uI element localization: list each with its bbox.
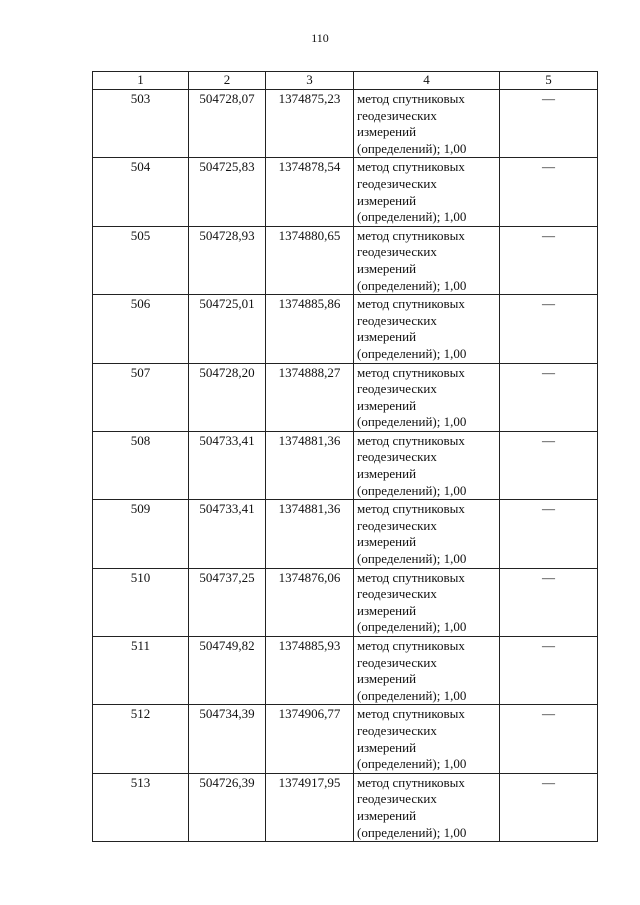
coord-y: 1374881,36 — [266, 431, 354, 499]
point-number: 506 — [93, 295, 189, 363]
coord-x: 504737,25 — [189, 568, 266, 636]
point-number: 507 — [93, 363, 189, 431]
method-description: метод спутниковых геодезических измерений (определений); 1,00 — [354, 500, 500, 568]
col5-value: — — [500, 773, 598, 841]
table-row — [93, 705, 598, 773]
coord-x: 504728,07 — [189, 90, 266, 158]
method-description: метод спутниковых геодезических измерений (определений); 1,00 — [354, 158, 500, 226]
point-number: 508 — [93, 431, 189, 499]
coord-x: 504728,93 — [189, 226, 266, 294]
col5-value: — — [500, 705, 598, 773]
point-number: 509 — [93, 500, 189, 568]
coord-y: 1374885,86 — [266, 295, 354, 363]
method-description: метод спутниковых геодезических измерений (определений); 1,00 — [354, 568, 500, 636]
point-number: 513 — [93, 773, 189, 841]
table-row — [93, 500, 598, 568]
table-row — [93, 637, 598, 705]
coord-y: 1374888,27 — [266, 363, 354, 431]
method-description: метод спутниковых геодезических измерений (определений); 1,00 — [354, 705, 500, 773]
coord-y: 1374885,93 — [266, 637, 354, 705]
coord-y: 1374876,06 — [266, 568, 354, 636]
col5-value: — — [500, 568, 598, 636]
col5-value: — — [500, 637, 598, 705]
coord-x: 504749,82 — [189, 637, 266, 705]
coord-x: 504728,20 — [189, 363, 266, 431]
coordinates-table — [92, 71, 598, 842]
point-number: 505 — [93, 226, 189, 294]
coord-x: 504733,41 — [189, 500, 266, 568]
coord-y: 1374881,36 — [266, 500, 354, 568]
table-row — [93, 295, 598, 363]
table-row — [93, 431, 598, 499]
point-number: 511 — [93, 637, 189, 705]
table-row — [93, 363, 598, 431]
table-row — [93, 90, 598, 158]
point-number: 512 — [93, 705, 189, 773]
method-description: метод спутниковых геодезических измерений (определений); 1,00 — [354, 226, 500, 294]
table-row — [93, 158, 598, 226]
page-number: 110 — [311, 31, 329, 45]
col5-value: — — [500, 158, 598, 226]
table-body — [93, 90, 598, 842]
coord-x: 504725,01 — [189, 295, 266, 363]
header-col-3: 3 — [266, 72, 354, 90]
col5-value: — — [500, 90, 598, 158]
coord-x: 504725,83 — [189, 158, 266, 226]
method-description: метод спутниковых геодезических измерений (определений); 1,00 — [354, 90, 500, 158]
header-col-4: 4 — [354, 72, 500, 90]
table-header-row — [93, 72, 598, 90]
method-description: метод спутниковых геодезических измерений (определений); 1,00 — [354, 295, 500, 363]
col5-value: — — [500, 226, 598, 294]
table-row — [93, 568, 598, 636]
coord-y: 1374906,77 — [266, 705, 354, 773]
coord-x: 504733,41 — [189, 431, 266, 499]
header-col-2: 2 — [189, 72, 266, 90]
method-description: метод спутниковых геодезических измерений (определений); 1,00 — [354, 431, 500, 499]
coord-x: 504726,39 — [189, 773, 266, 841]
coord-y: 1374878,54 — [266, 158, 354, 226]
col5-value: — — [500, 431, 598, 499]
point-number: 504 — [93, 158, 189, 226]
col5-value: — — [500, 295, 598, 363]
table-row — [93, 226, 598, 294]
method-description: метод спутниковых геодезических измерений (определений); 1,00 — [354, 773, 500, 841]
col5-value: — — [500, 500, 598, 568]
header-col-1: 1 — [93, 72, 189, 90]
method-description: метод спутниковых геодезических измерений (определений); 1,00 — [354, 363, 500, 431]
coord-y: 1374880,65 — [266, 226, 354, 294]
coord-y: 1374875,23 — [266, 90, 354, 158]
point-number: 510 — [93, 568, 189, 636]
header-col-5: 5 — [500, 72, 598, 90]
col5-value: — — [500, 363, 598, 431]
point-number: 503 — [93, 90, 189, 158]
table-row — [93, 773, 598, 841]
method-description: метод спутниковых геодезических измерений (определений); 1,00 — [354, 637, 500, 705]
coord-x: 504734,39 — [189, 705, 266, 773]
coord-y: 1374917,95 — [266, 773, 354, 841]
